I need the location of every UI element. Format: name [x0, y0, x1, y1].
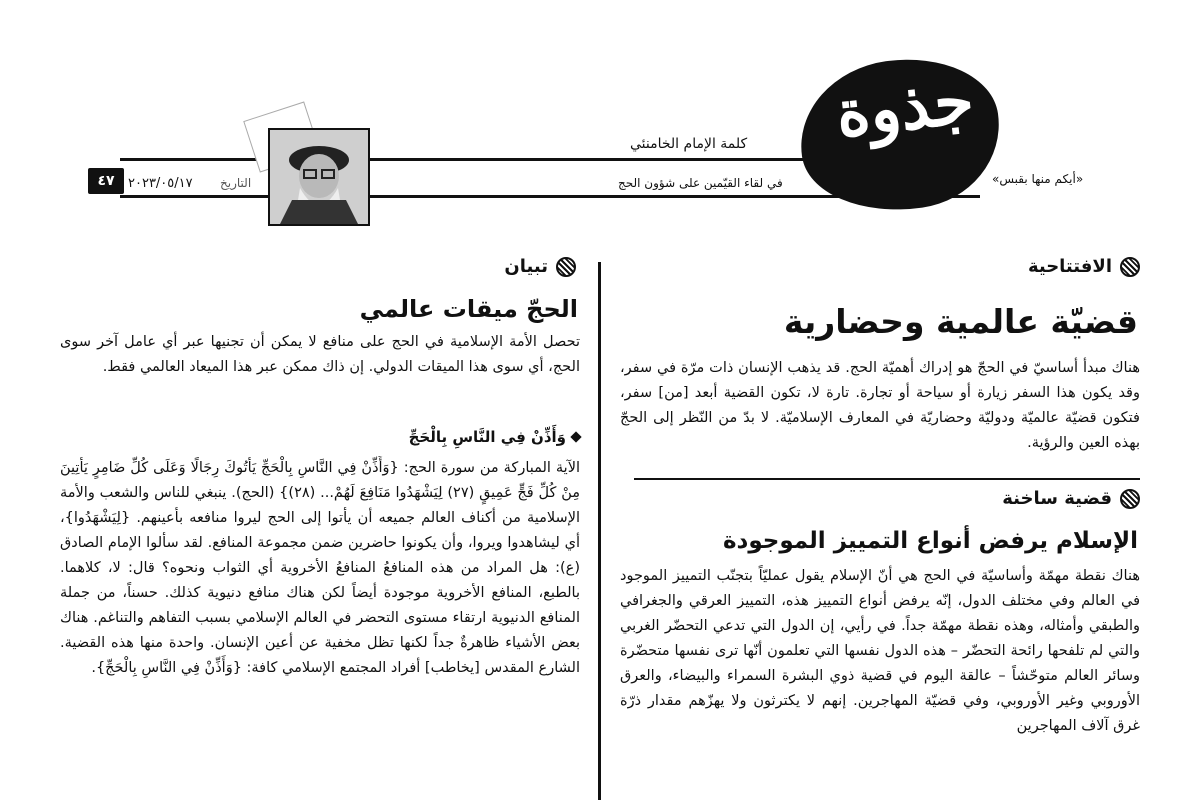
date-value: ٢٠٢٣/٠٥/١٧ [128, 176, 193, 191]
tibyan-body-paragraph: الآية المباركة من سورة الحج: {وَأَذِّنْ فِي النَّاسِ بِالْحَجِّ يَأْتُوكَ رِجَالًا وَعَلَى كُلِّ ضَامِرٍ يَأْتِينَ مِنْ كُلِّ فَجٍّ عَمِيقٍ (٢٧) لِيَشْهَدُوا مَنَافِعَ لَهُمْ... (٢٨)} (الحج). ينبغي للناس والشعب والأمة الإسلامية من أكناف العالم جميعه أن يأتوا إلى الحج ليروا منافعه بأعينهم. {لِيَشْهَدُوا}، أي ليشاهدوا ويروا، وأن يكونوا حاضرين ضمن مجموعة المنافع. لقد سألوا الإمام الصادق (ع): هل المراد من هذه المنافعُ المنافعُ الأخروية أي الثواب ونحوه؟ قال: لا، كلاهما. بالطبع، المنافع الأخروية موجودة أيضاً لكن هناك منافع دنيوية كذلك. حسناً، من جملة المنافع الدنيوية ارتقاء مستوى التحضر في العالم الإسلامي بسبب التفاهم والتناغم. هناك بعض الأشياء ظاهرةٌ جداً لكنها تظل مخفية عن أعين الإنسان. واحدة منها هذه القضية. الشارع المقدس [يخاطب] أفراد المجتمع الإسلامي كافة: {وَأَذِّنْ فِي النَّاسِ بِالْحَجِّ}. [60, 460, 580, 676]
speech-label: كلمة الإمام الخامنئي [630, 136, 748, 152]
section-tag-hot-issue [1002, 488, 1140, 509]
issue-number-badge: ٤٧ [88, 168, 124, 194]
section-tag-tibyan [504, 256, 576, 277]
quran-subheading [409, 428, 580, 446]
section-tag-editorial [1028, 256, 1140, 277]
section-tag-label: قضية ساخنة [1002, 488, 1112, 509]
date-label: التاريخ [220, 176, 252, 190]
masthead-title: جذوة [832, 63, 978, 152]
hot-issue-headline: الإسلام يرفض أنواع التمييز الموجودة [722, 528, 1138, 554]
diamond-bullet-icon [570, 431, 581, 442]
hatched-bullet-icon [1120, 257, 1140, 277]
tibyan-headline: الحجّ ميقات عالمي [359, 295, 578, 323]
editorial-paragraph: هناك مبدأ أساسيّ في الحجّ هو إدراك أهميّة الحج. قد يذهب الإنسان ذات مرّة في سفر، وقد يكون هذا السفر زيارة أو سياحة أو تجارة. تارة لا، تكون القضية أبعد [من] سفر، فتكون قضيّة عالميّة ودوليّة وحضاريّة في المعارف الإسلاميّة. لا بدّ من النّظر إلى الحجّ بهذه العين والرؤية. [620, 360, 1140, 451]
section-divider-rule [634, 478, 1140, 480]
hatched-bullet-icon [1120, 489, 1140, 509]
column-divider [598, 262, 601, 800]
section-tag-label: الافتتاحية [1027, 256, 1112, 277]
subheading-text: وَأَذِّنْ فِي النَّاسِ بِالْحَجِّ [408, 428, 566, 446]
hatched-bullet-icon [556, 257, 576, 277]
portrait-icon [270, 130, 368, 224]
speech-subtitle: في لقاء القيّمين على شؤون الحج [618, 176, 783, 190]
section-tag-label: تبيان [504, 256, 548, 277]
hot-issue-paragraph: هناك نقطة مهمّة وأساسيّة في الحج هي أنّ الإسلام يقول عمليّاً بتجنّب التمييز الموجود في العالم وفي مختلف الدول، إنّه يرفض أنواع التمييز هذه، التمييز العرقي والجغرافي والطبقي وأمثاله، وهذه نقطة مهمّة جداً. في رأيي، إن الدول التي تدعي التحضّر الغربي والتي لم تلفحها رائحة التحضّر – هذه الدول نفسها التي تعلمون أنّها ترى نفسها متحضّرة وسائر العالم متوحّشاً – عالقة اليوم في قضية ذوي البشرة السمراء والبيضاء، والعرق الأوروبي وغير الأوروبي، وفي قضيّة المهاجرين. إنهم لا يكترثون ولا يهزّهم مقدار ذرّة غرق آلاف المهاجرين [620, 568, 1140, 734]
editorial-headline: قضيّة عالمية وحضارية [783, 302, 1138, 341]
tibyan-intro-paragraph: تحصل الأمة الإسلامية في الحج على منافع لا يمكن أن تجنيها عبر أي عامل آخر سوى الحج، أي سوى هذا الميقات الدولي. إن ذاك ممكن عبر هذا الميعاد العالمي فقط. [60, 334, 580, 375]
masthead-tagline: «أيكم منها بقبس» [992, 172, 1084, 186]
portrait-photo [268, 128, 370, 226]
